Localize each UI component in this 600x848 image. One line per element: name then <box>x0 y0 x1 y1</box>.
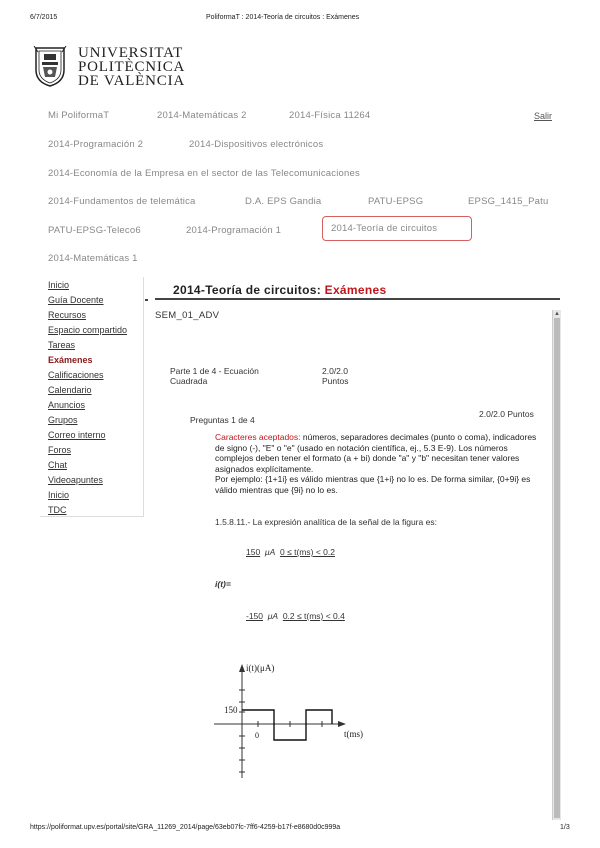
sidebar-item-inicio[interactable]: Inicio <box>48 280 70 290</box>
tab-patu-epsg[interactable]: PATU-EPSG <box>368 196 424 207</box>
function-label: i(t)= <box>215 579 231 589</box>
tab-epsg-1415-patu[interactable]: EPSG_1415_Patu <box>468 196 549 207</box>
logout-link[interactable]: Salir <box>534 111 553 121</box>
sidebar-item-inicio-2[interactable]: Inicio <box>48 490 70 500</box>
content-scrollbar[interactable] <box>552 310 561 820</box>
print-page-number: 1/3 <box>560 824 570 831</box>
sidebar-item-tareas[interactable]: Tareas <box>48 340 76 350</box>
tab-programacion-1[interactable]: 2014-Programación 1 <box>186 225 282 236</box>
scrollbar-thumb[interactable] <box>554 318 560 818</box>
print-title: PoliformaT : 2014-Teoría de circuitos : Exámenes <box>206 14 360 21</box>
exam-code: SEM_01_ADV <box>155 310 220 321</box>
sidebar-item-correo-interno[interactable]: Correo interno <box>48 430 106 440</box>
y-axis-label: i(t)(μA) <box>246 663 275 673</box>
tab-programacion-2[interactable]: 2014-Programación 2 <box>48 139 144 150</box>
sidebar-item-anuncios[interactable]: Anuncios <box>48 400 86 410</box>
tab-matematicas-1[interactable]: 2014-Matemáticas 1 <box>48 253 138 264</box>
title-divider <box>155 298 560 300</box>
sidebar-item-foros[interactable]: Foros <box>48 445 72 455</box>
sidebar-item-espacio-compartido[interactable]: Espacio compartido <box>48 325 128 335</box>
tick-label-150: 150 <box>224 705 238 715</box>
tab-fundamentos-telematica[interactable]: 2014-Fundamentos de telemática <box>48 196 196 207</box>
piece-1: 150 μA 0 ≤ t(ms) < 0.2 <box>246 547 335 557</box>
tick-label-0: 0 <box>255 731 259 740</box>
tab-teoria-circuitos[interactable]: 2014-Teoría de circuitos <box>322 216 472 241</box>
part-label: Parte 1 de 4 - Ecuación Cuadrada <box>170 366 259 386</box>
x-axis-label: t(ms) <box>344 729 363 739</box>
x-axis-arrow-icon <box>338 721 346 727</box>
question-count: Preguntas 1 de 4 <box>190 415 255 425</box>
tab-dispositivos-electronicos[interactable]: 2014-Dispositivos electrónicos <box>189 139 324 150</box>
sidebar-item-recursos[interactable]: Recursos <box>48 310 87 320</box>
print-date: 6/7/2015 <box>30 14 58 21</box>
logo-wordmark: UNIVERSITAT POLITÈCNICA DE VALÈNCIA <box>78 45 186 89</box>
piece-2: -150 μA 0.2 ≤ t(ms) < 0.4 <box>246 611 345 621</box>
question-statement: 1.5.8.11.- La expresión analítica de la señal de la figura es: <box>215 517 437 527</box>
scroll-up-icon[interactable]: ▲ <box>554 311 560 317</box>
sidebar-item-chat[interactable]: Chat <box>48 460 68 470</box>
tab-matematicas-2[interactable]: 2014-Matemáticas 2 <box>157 110 247 121</box>
signal-figure <box>212 660 372 780</box>
tab-da-eps-gandia[interactable]: D.A. EPS Gandia <box>245 196 322 207</box>
tab-economia-empresa[interactable]: 2014-Economía de la Empresa en el sector de las Telecomunicaciones <box>48 168 360 179</box>
input-instructions: Caracteres aceptados: números, separadores decimales (punto o coma), indicadores de signo (-), "E" o "e" (usado en notación científica, ej., 5.3 E-9). Los números complejos deben tener el formato (a + bi) donde "a" y "b" necesitan tener valores asignados explícitamente. Por ejemplo: {1+1i} es válido mientras que {1+i} no lo es. De forma similar, {0+9i} es válido mientras que {9i} no lo es. <box>215 432 537 495</box>
print-footer-url: https://poliformat.upv.es/portal/site/GRA_11269_2014/page/63eb07fc-7ff6-4259-b17f-e8680d0c999a <box>30 824 341 831</box>
y-axis-arrow-icon <box>239 664 245 672</box>
university-seal-icon <box>30 44 70 88</box>
tool-sidebar <box>40 277 144 517</box>
tab-mi-poliformat[interactable]: Mi PoliformaT <box>48 110 110 121</box>
tab-fisica[interactable]: 2014-Física 11264 <box>289 110 371 121</box>
sidebar-item-grupos[interactable]: Grupos <box>48 415 78 425</box>
tab-patu-epsg-teleco6[interactable]: PATU-EPSG-Teleco6 <box>48 225 141 236</box>
sidebar-item-calificaciones[interactable]: Calificaciones <box>48 370 104 380</box>
sidebar-item-tdc[interactable]: TDC <box>48 505 67 515</box>
part-score: 2.0/2.0 Puntos <box>322 366 349 386</box>
sidebar-item-videoapuntes[interactable]: Videoapuntes <box>48 475 103 485</box>
sidebar-item-guia-docente[interactable]: Guía Docente <box>48 295 104 305</box>
sidebar-collapse-handle[interactable] <box>145 299 148 301</box>
question-score: 2.0/2.0 Puntos <box>479 409 534 419</box>
page-title: 2014-Teoría de circuitos: Exámenes <box>173 283 387 297</box>
sidebar-item-examenes[interactable]: Exámenes <box>48 355 93 365</box>
upv-logo[interactable] <box>30 44 186 96</box>
sidebar-item-calendario[interactable]: Calendario <box>48 385 92 395</box>
